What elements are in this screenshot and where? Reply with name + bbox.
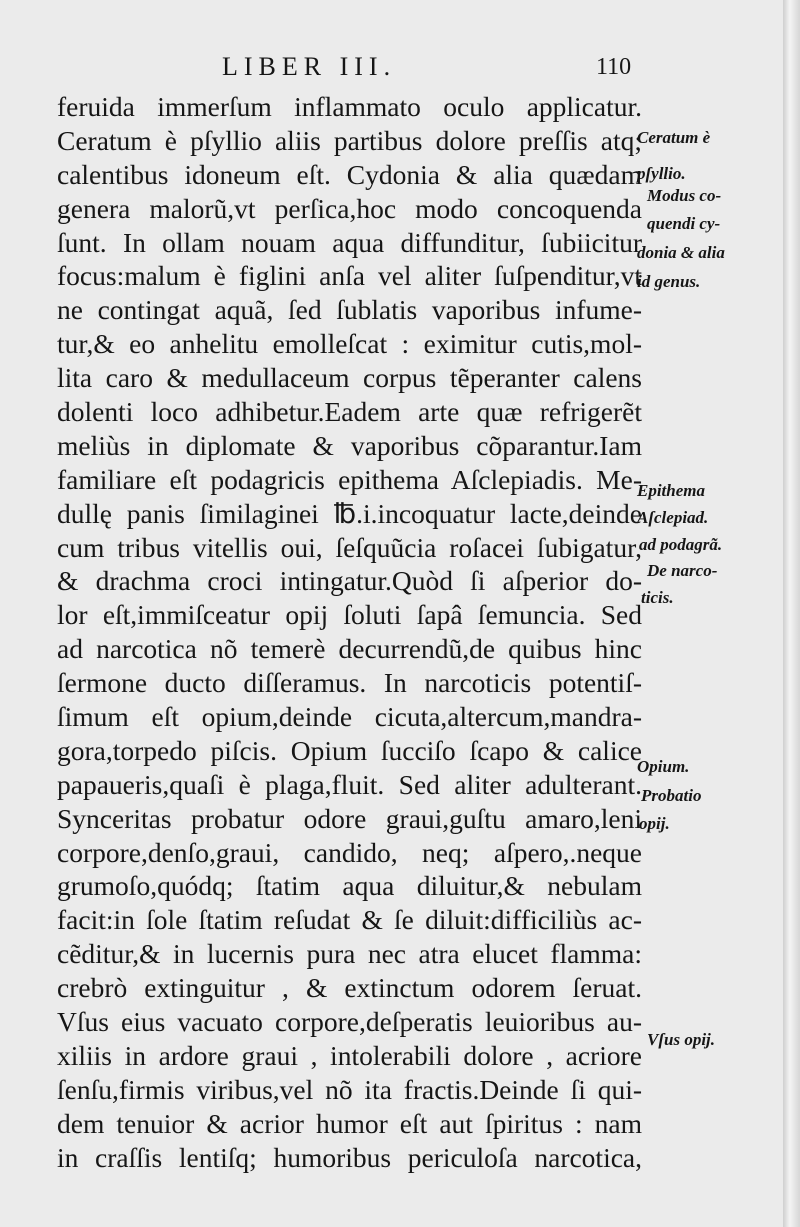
margin-note-probatio: Probatio [641, 786, 702, 805]
page-number: 110 [596, 54, 632, 80]
text-line: & drachma croci intingatur.Quòd ſi aſperior do- [57, 565, 642, 597]
margin-note-ceratum: pſyllio. [637, 164, 686, 183]
text-line: calentibus idoneum eſt. Cydonia & alia quædam [57, 158, 642, 190]
text-line: ſermone ducto diſſeramus. In narcoticis potentiſ- [57, 667, 642, 699]
margin-note-epithema: Aſclepiad. [637, 508, 709, 527]
margin-note-modus: id genus. [637, 272, 701, 291]
text-line: ſunt. In ollam nouam aqua diffunditur, ſubiicitur [57, 226, 642, 258]
margin-note-modus: donia & alia [637, 243, 725, 262]
text-line: dem tenuior & acrior humor eſt aut ſpiritus : nam [57, 1107, 642, 1139]
text-line: meliùs in diplomate & vaporibus cõparantur.Iam [57, 429, 642, 461]
text-line: cẽditur,& in lucernis pura nec atra elucet flamma: [57, 938, 642, 970]
text-line: genera malorũ,vt perſica,hoc modo concoquenda [57, 192, 642, 224]
text-line: Ceratum è pſyllio aliis partibus dolore preſſis atq; [57, 124, 642, 156]
text-line: lita caro & medullaceum corpus tẽperanter calens [57, 362, 642, 394]
text-line: grumoſo,quódq; ſtatim aqua diluitur,& nebulam [57, 870, 642, 902]
text-line: xiliis in ardore graui , intolerabili dolore , acriore [57, 1039, 642, 1071]
text-line: crebrò extinguitur , & extinctum odorem ſeruat. [57, 972, 642, 1004]
main-text [57, 90, 642, 1175]
margin-note-narcotica: De narco- [647, 561, 718, 580]
text-line: dullę panis ſimilaginei ℔.i.incoquatur lacte,deinde [57, 497, 642, 529]
text-line: in craſſis lentiſq; humoribus periculoſa narcotica, [57, 1141, 642, 1173]
margin-note-modus: Modus co- [647, 186, 722, 205]
margin-note-probatio: opij. [639, 814, 670, 833]
text-line: papaueris,quaſi è plaga,fluit. Sed aliter adulterant. [57, 768, 642, 800]
text-line: feruida immerſum inflammato oculo applicatur. [57, 91, 642, 122]
margin-note-narcotica: ticis. [641, 588, 674, 607]
text-line: ſimum eſt opium,deinde cicuta,altercum,mandra- [57, 701, 642, 733]
text-line: facit:in ſole ſtatim reſudat & ſe diluit:difficiliùs ac- [57, 904, 642, 936]
text-line: ſenſu,firmis viribus,vel nõ ita fractis.Deinde ſi qui- [57, 1073, 642, 1105]
text-line: cum tribus vitellis oui, ſeſquũcia roſacei ſubigatur, [57, 531, 642, 563]
text-line: dolenti loco adhibetur.Eadem arte quæ refrigerẽt [57, 396, 642, 428]
text-line: Synceritas probatur odore graui,guſtu amaro,leni [57, 802, 642, 834]
margin-note-usus: Vſus opij. [647, 1030, 716, 1049]
text-line: gora,torpedo piſcis. Opium ſucciſo ſcapo & calice [57, 734, 642, 766]
margin-note-epithema: Epithema [637, 481, 706, 500]
text-line: corpore,denſo,graui, candido, neq; aſpero,.neque [57, 836, 642, 868]
book-title: LIBER III. [222, 52, 397, 81]
text-line: lor eſt,immiſceatur opij ſoluti ſapâ ſemuncia. Sed [57, 599, 642, 631]
margin-note-modus: quendi cy- [647, 214, 721, 233]
text-line: familiare eſt podagricis epithema Aſclepiadis. Me- [57, 463, 642, 495]
text-line: ad narcotica nõ temerè decurrendũ,de quibus hinc [57, 633, 642, 665]
running-head [0, 52, 790, 86]
text-line: Vſus eius vacuato corpore,deſperatis leuioribus au- [57, 1006, 642, 1038]
page-edge [783, 0, 800, 1227]
text-line: tur,& eo anhelitu emolleſcat : eximitur cutis,mol- [57, 328, 642, 360]
margin-note-ceratum: Ceratum è [637, 128, 711, 147]
text-line: ne contingat aquã, ſed ſublatis vaporibus infume- [57, 294, 642, 326]
margin-note-opium: Opium. [637, 757, 690, 776]
margin-note-epithema: ad podagrã. [639, 535, 723, 554]
text-line: focus:malum è figlini anſa vel aliter ſuſpenditur,vt [57, 260, 642, 292]
